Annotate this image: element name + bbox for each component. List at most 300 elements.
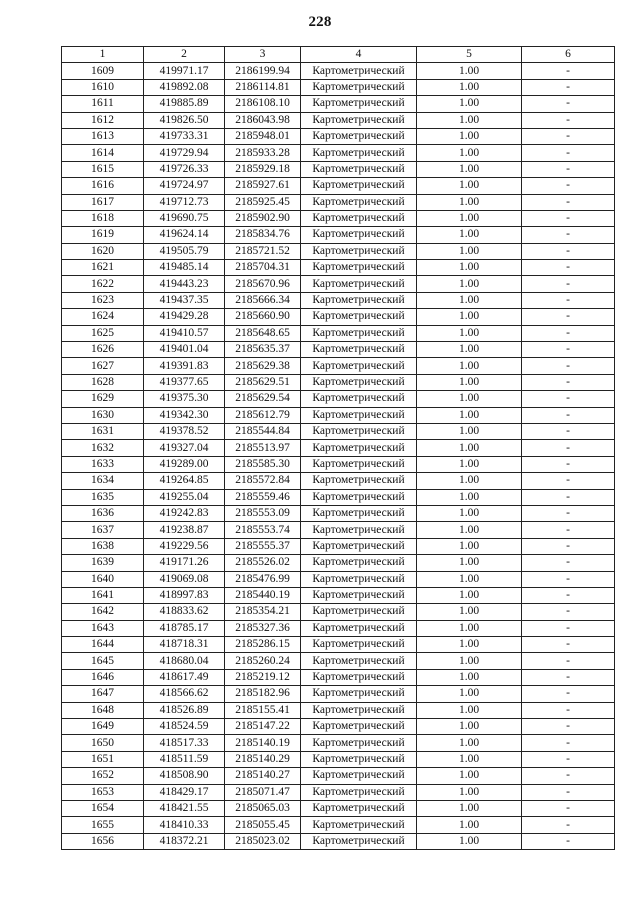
x-coordinate-cell: 419289.00 [144, 456, 225, 472]
x-coordinate-cell: 419733.31 [144, 128, 225, 144]
x-coordinate-cell: 418680.04 [144, 653, 225, 669]
x-coordinate-cell: 419726.33 [144, 161, 225, 177]
point-number-cell: 1636 [62, 505, 144, 521]
point-number-cell: 1635 [62, 489, 144, 505]
x-coordinate-cell: 419443.23 [144, 276, 225, 292]
point-number-cell: 1616 [62, 178, 144, 194]
y-coordinate-cell: 2185155.41 [225, 702, 301, 718]
method-cell: Картометрический [301, 112, 417, 128]
point-number-cell: 1614 [62, 145, 144, 161]
y-coordinate-cell: 2185071.47 [225, 784, 301, 800]
point-number-cell: 1632 [62, 440, 144, 456]
table-row [62, 178, 615, 194]
note-cell: - [522, 128, 615, 144]
y-coordinate-cell: 2186199.94 [225, 63, 301, 79]
method-cell: Картометрический [301, 374, 417, 390]
accuracy-cell: 1.00 [417, 161, 522, 177]
table-row [62, 96, 615, 112]
table-row [62, 653, 615, 669]
table-row [62, 817, 615, 833]
table-row [62, 128, 615, 144]
x-coordinate-cell: 419885.89 [144, 96, 225, 112]
y-coordinate-cell: 2185559.46 [225, 489, 301, 505]
accuracy-cell: 1.00 [417, 653, 522, 669]
x-coordinate-cell: 419242.83 [144, 505, 225, 521]
method-cell: Картометрический [301, 440, 417, 456]
accuracy-cell: 1.00 [417, 440, 522, 456]
note-cell: - [522, 751, 615, 767]
x-coordinate-cell: 418566.62 [144, 686, 225, 702]
x-coordinate-cell: 418517.33 [144, 735, 225, 751]
x-coordinate-cell: 419069.08 [144, 571, 225, 587]
x-coordinate-cell: 418718.31 [144, 637, 225, 653]
method-cell: Картометрический [301, 391, 417, 407]
method-cell: Картометрический [301, 243, 417, 259]
accuracy-cell: 1.00 [417, 358, 522, 374]
x-coordinate-cell: 419391.83 [144, 358, 225, 374]
point-number-cell: 1640 [62, 571, 144, 587]
column-header: 2 [144, 47, 225, 63]
table-row [62, 735, 615, 751]
note-cell: - [522, 227, 615, 243]
accuracy-cell: 1.00 [417, 473, 522, 489]
accuracy-cell: 1.00 [417, 79, 522, 95]
table-row [62, 768, 615, 784]
x-coordinate-cell: 419401.04 [144, 342, 225, 358]
point-number-cell: 1645 [62, 653, 144, 669]
table-row [62, 145, 615, 161]
note-cell: - [522, 210, 615, 226]
table-row [62, 784, 615, 800]
note-cell: - [522, 63, 615, 79]
note-cell: - [522, 686, 615, 702]
method-cell: Картометрический [301, 768, 417, 784]
method-cell: Картометрический [301, 194, 417, 210]
note-cell: - [522, 653, 615, 669]
note-cell: - [522, 112, 615, 128]
y-coordinate-cell: 2186114.81 [225, 79, 301, 95]
method-cell: Картометрический [301, 178, 417, 194]
table-row [62, 374, 615, 390]
y-coordinate-cell: 2185182.96 [225, 686, 301, 702]
y-coordinate-cell: 2185629.54 [225, 391, 301, 407]
point-number-cell: 1652 [62, 768, 144, 784]
accuracy-cell: 1.00 [417, 276, 522, 292]
x-coordinate-cell: 419255.04 [144, 489, 225, 505]
point-number-cell: 1653 [62, 784, 144, 800]
y-coordinate-cell: 2185513.97 [225, 440, 301, 456]
note-cell: - [522, 79, 615, 95]
method-cell: Картометрический [301, 800, 417, 816]
note-cell: - [522, 161, 615, 177]
y-coordinate-cell: 2185140.27 [225, 768, 301, 784]
table-row [62, 63, 615, 79]
table-row [62, 456, 615, 472]
note-cell: - [522, 489, 615, 505]
method-cell: Картометрический [301, 161, 417, 177]
point-number-cell: 1613 [62, 128, 144, 144]
y-coordinate-cell: 2185629.51 [225, 374, 301, 390]
point-number-cell: 1633 [62, 456, 144, 472]
accuracy-cell: 1.00 [417, 456, 522, 472]
x-coordinate-cell: 418833.62 [144, 604, 225, 620]
point-number-cell: 1620 [62, 243, 144, 259]
x-coordinate-cell: 419712.73 [144, 194, 225, 210]
accuracy-cell: 1.00 [417, 342, 522, 358]
note-cell: - [522, 768, 615, 784]
table-row [62, 702, 615, 718]
table-row [62, 751, 615, 767]
x-coordinate-cell: 418429.17 [144, 784, 225, 800]
point-number-cell: 1644 [62, 637, 144, 653]
x-coordinate-cell: 418508.90 [144, 768, 225, 784]
accuracy-cell: 1.00 [417, 522, 522, 538]
x-coordinate-cell: 419971.17 [144, 63, 225, 79]
page-number: 228 [308, 14, 332, 30]
method-cell: Картометрический [301, 342, 417, 358]
y-coordinate-cell: 2185834.76 [225, 227, 301, 243]
accuracy-cell: 1.00 [417, 817, 522, 833]
table-row [62, 161, 615, 177]
point-number-cell: 1621 [62, 260, 144, 276]
y-coordinate-cell: 2185902.90 [225, 210, 301, 226]
method-cell: Картометрический [301, 309, 417, 325]
method-cell: Картометрический [301, 784, 417, 800]
method-cell: Картометрический [301, 227, 417, 243]
table-row [62, 292, 615, 308]
accuracy-cell: 1.00 [417, 604, 522, 620]
accuracy-cell: 1.00 [417, 374, 522, 390]
method-cell: Картометрический [301, 358, 417, 374]
y-coordinate-cell: 2185023.02 [225, 833, 301, 849]
y-coordinate-cell: 2185327.36 [225, 620, 301, 636]
y-coordinate-cell: 2185544.84 [225, 423, 301, 439]
note-cell: - [522, 292, 615, 308]
accuracy-cell: 1.00 [417, 128, 522, 144]
table-row [62, 555, 615, 571]
note-cell: - [522, 423, 615, 439]
method-cell: Картометрический [301, 735, 417, 751]
x-coordinate-cell: 419729.94 [144, 145, 225, 161]
y-coordinate-cell: 2185721.52 [225, 243, 301, 259]
note-cell: - [522, 538, 615, 554]
y-coordinate-cell: 2185629.38 [225, 358, 301, 374]
table-row [62, 473, 615, 489]
y-coordinate-cell: 2185065.03 [225, 800, 301, 816]
method-cell: Картометрический [301, 292, 417, 308]
method-cell: Картометрический [301, 620, 417, 636]
point-number-cell: 1634 [62, 473, 144, 489]
point-number-cell: 1615 [62, 161, 144, 177]
accuracy-cell: 1.00 [417, 735, 522, 751]
method-cell: Картометрический [301, 686, 417, 702]
table-row [62, 194, 615, 210]
table-row [62, 587, 615, 603]
accuracy-cell: 1.00 [417, 194, 522, 210]
y-coordinate-cell: 2185055.45 [225, 817, 301, 833]
table-row [62, 505, 615, 521]
y-coordinate-cell: 2186043.98 [225, 112, 301, 128]
point-number-cell: 1612 [62, 112, 144, 128]
note-cell: - [522, 145, 615, 161]
x-coordinate-cell: 419724.97 [144, 178, 225, 194]
x-coordinate-cell: 419229.56 [144, 538, 225, 554]
accuracy-cell: 1.00 [417, 538, 522, 554]
table-row [62, 833, 615, 849]
method-cell: Картометрический [301, 637, 417, 653]
accuracy-cell: 1.00 [417, 505, 522, 521]
y-coordinate-cell: 2186108.10 [225, 96, 301, 112]
x-coordinate-cell: 419377.65 [144, 374, 225, 390]
point-number-cell: 1639 [62, 555, 144, 571]
note-cell: - [522, 325, 615, 341]
y-coordinate-cell: 2185140.19 [225, 735, 301, 751]
point-number-cell: 1641 [62, 587, 144, 603]
note-cell: - [522, 473, 615, 489]
y-coordinate-cell: 2185635.37 [225, 342, 301, 358]
method-cell: Картометрический [301, 538, 417, 554]
y-coordinate-cell: 2185572.84 [225, 473, 301, 489]
note-cell: - [522, 309, 615, 325]
method-cell: Картометрический [301, 145, 417, 161]
x-coordinate-cell: 418410.33 [144, 817, 225, 833]
point-number-cell: 1611 [62, 96, 144, 112]
note-cell: - [522, 735, 615, 751]
y-coordinate-cell: 2185286.15 [225, 637, 301, 653]
x-coordinate-cell: 419505.79 [144, 243, 225, 259]
table-header-row [62, 47, 615, 63]
point-number-cell: 1628 [62, 374, 144, 390]
note-cell: - [522, 260, 615, 276]
method-cell: Картометрический [301, 456, 417, 472]
accuracy-cell: 1.00 [417, 325, 522, 341]
method-cell: Картометрический [301, 555, 417, 571]
x-coordinate-cell: 418511.59 [144, 751, 225, 767]
table-row [62, 112, 615, 128]
accuracy-cell: 1.00 [417, 391, 522, 407]
method-cell: Картометрический [301, 719, 417, 735]
x-coordinate-cell: 418526.89 [144, 702, 225, 718]
method-cell: Картометрический [301, 489, 417, 505]
note-cell: - [522, 178, 615, 194]
y-coordinate-cell: 2185948.01 [225, 128, 301, 144]
y-coordinate-cell: 2185666.34 [225, 292, 301, 308]
point-number-cell: 1629 [62, 391, 144, 407]
y-coordinate-cell: 2185648.65 [225, 325, 301, 341]
accuracy-cell: 1.00 [417, 210, 522, 226]
accuracy-cell: 1.00 [417, 833, 522, 849]
accuracy-cell: 1.00 [417, 423, 522, 439]
y-coordinate-cell: 2185140.29 [225, 751, 301, 767]
note-cell: - [522, 800, 615, 816]
method-cell: Картометрический [301, 423, 417, 439]
note-cell: - [522, 719, 615, 735]
column-header: 4 [301, 47, 417, 63]
accuracy-cell: 1.00 [417, 571, 522, 587]
method-cell: Картометрический [301, 473, 417, 489]
accuracy-cell: 1.00 [417, 407, 522, 423]
x-coordinate-cell: 419238.87 [144, 522, 225, 538]
point-number-cell: 1610 [62, 79, 144, 95]
note-cell: - [522, 440, 615, 456]
y-coordinate-cell: 2185553.09 [225, 505, 301, 521]
x-coordinate-cell: 419264.85 [144, 473, 225, 489]
note-cell: - [522, 358, 615, 374]
point-number-cell: 1638 [62, 538, 144, 554]
point-number-cell: 1619 [62, 227, 144, 243]
point-number-cell: 1655 [62, 817, 144, 833]
y-coordinate-cell: 2185925.45 [225, 194, 301, 210]
x-coordinate-cell: 419892.08 [144, 79, 225, 95]
column-header: 3 [225, 47, 301, 63]
point-number-cell: 1618 [62, 210, 144, 226]
table-row [62, 571, 615, 587]
y-coordinate-cell: 2185933.28 [225, 145, 301, 161]
note-cell: - [522, 407, 615, 423]
table-row [62, 276, 615, 292]
table-row [62, 391, 615, 407]
x-coordinate-cell: 418524.59 [144, 719, 225, 735]
method-cell: Картометрический [301, 653, 417, 669]
point-number-cell: 1651 [62, 751, 144, 767]
accuracy-cell: 1.00 [417, 768, 522, 784]
y-coordinate-cell: 2185927.61 [225, 178, 301, 194]
note-cell: - [522, 817, 615, 833]
point-number-cell: 1643 [62, 620, 144, 636]
y-coordinate-cell: 2185260.24 [225, 653, 301, 669]
point-number-cell: 1646 [62, 669, 144, 685]
accuracy-cell: 1.00 [417, 620, 522, 636]
accuracy-cell: 1.00 [417, 702, 522, 718]
note-cell: - [522, 620, 615, 636]
note-cell: - [522, 587, 615, 603]
note-cell: - [522, 456, 615, 472]
method-cell: Картометрический [301, 79, 417, 95]
accuracy-cell: 1.00 [417, 555, 522, 571]
table-row [62, 342, 615, 358]
method-cell: Картометрический [301, 325, 417, 341]
y-coordinate-cell: 2185612.79 [225, 407, 301, 423]
point-number-cell: 1656 [62, 833, 144, 849]
table-row [62, 423, 615, 439]
point-number-cell: 1617 [62, 194, 144, 210]
y-coordinate-cell: 2185440.19 [225, 587, 301, 603]
accuracy-cell: 1.00 [417, 227, 522, 243]
note-cell: - [522, 276, 615, 292]
table-row [62, 325, 615, 341]
note-cell: - [522, 522, 615, 538]
point-number-cell: 1631 [62, 423, 144, 439]
method-cell: Картометрический [301, 210, 417, 226]
x-coordinate-cell: 419826.50 [144, 112, 225, 128]
accuracy-cell: 1.00 [417, 260, 522, 276]
table-row [62, 686, 615, 702]
table-row [62, 260, 615, 276]
method-cell: Картометрический [301, 587, 417, 603]
accuracy-cell: 1.00 [417, 178, 522, 194]
x-coordinate-cell: 419327.04 [144, 440, 225, 456]
y-coordinate-cell: 2185476.99 [225, 571, 301, 587]
point-number-cell: 1625 [62, 325, 144, 341]
note-cell: - [522, 833, 615, 849]
method-cell: Картометрический [301, 260, 417, 276]
x-coordinate-cell: 419485.14 [144, 260, 225, 276]
accuracy-cell: 1.00 [417, 243, 522, 259]
point-number-cell: 1647 [62, 686, 144, 702]
x-coordinate-cell: 419375.30 [144, 391, 225, 407]
point-number-cell: 1622 [62, 276, 144, 292]
note-cell: - [522, 374, 615, 390]
accuracy-cell: 1.00 [417, 63, 522, 79]
point-number-cell: 1637 [62, 522, 144, 538]
y-coordinate-cell: 2185354.21 [225, 604, 301, 620]
accuracy-cell: 1.00 [417, 96, 522, 112]
accuracy-cell: 1.00 [417, 719, 522, 735]
method-cell: Картометрический [301, 407, 417, 423]
accuracy-cell: 1.00 [417, 145, 522, 161]
accuracy-cell: 1.00 [417, 489, 522, 505]
note-cell: - [522, 505, 615, 521]
accuracy-cell: 1.00 [417, 112, 522, 128]
method-cell: Картометрический [301, 63, 417, 79]
point-number-cell: 1626 [62, 342, 144, 358]
accuracy-cell: 1.00 [417, 309, 522, 325]
table-row [62, 358, 615, 374]
x-coordinate-cell: 418372.21 [144, 833, 225, 849]
table-row [62, 637, 615, 653]
point-number-cell: 1648 [62, 702, 144, 718]
y-coordinate-cell: 2185526.02 [225, 555, 301, 571]
table-row [62, 489, 615, 505]
accuracy-cell: 1.00 [417, 637, 522, 653]
accuracy-cell: 1.00 [417, 800, 522, 816]
point-number-cell: 1609 [62, 63, 144, 79]
coordinates-table [61, 46, 615, 850]
table-row [62, 800, 615, 816]
y-coordinate-cell: 2185704.31 [225, 260, 301, 276]
table-row [62, 604, 615, 620]
point-number-cell: 1623 [62, 292, 144, 308]
point-number-cell: 1627 [62, 358, 144, 374]
table-row [62, 522, 615, 538]
accuracy-cell: 1.00 [417, 292, 522, 308]
note-cell: - [522, 243, 615, 259]
method-cell: Картометрический [301, 128, 417, 144]
method-cell: Картометрический [301, 604, 417, 620]
point-number-cell: 1624 [62, 309, 144, 325]
y-coordinate-cell: 2185147.22 [225, 719, 301, 735]
note-cell: - [522, 342, 615, 358]
table-row [62, 719, 615, 735]
method-cell: Картометрический [301, 702, 417, 718]
column-header: 6 [522, 47, 615, 63]
method-cell: Картометрический [301, 751, 417, 767]
point-number-cell: 1654 [62, 800, 144, 816]
point-number-cell: 1650 [62, 735, 144, 751]
x-coordinate-cell: 419342.30 [144, 407, 225, 423]
x-coordinate-cell: 419410.57 [144, 325, 225, 341]
note-cell: - [522, 604, 615, 620]
accuracy-cell: 1.00 [417, 751, 522, 767]
y-coordinate-cell: 2185670.96 [225, 276, 301, 292]
table-row [62, 79, 615, 95]
note-cell: - [522, 391, 615, 407]
y-coordinate-cell: 2185660.90 [225, 309, 301, 325]
x-coordinate-cell: 418617.49 [144, 669, 225, 685]
y-coordinate-cell: 2185555.37 [225, 538, 301, 554]
column-header: 1 [62, 47, 144, 63]
x-coordinate-cell: 419624.14 [144, 227, 225, 243]
